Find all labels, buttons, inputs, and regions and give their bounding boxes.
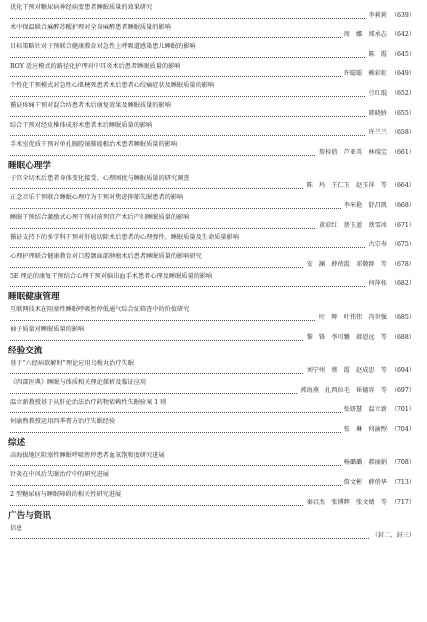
- page-number[interactable]: （688）: [387, 334, 415, 342]
- toc-entry[interactable]: [6, 173, 421, 193]
- toc-entry[interactable]: [6, 139, 421, 159]
- page-number[interactable]: （671）: [387, 222, 415, 230]
- byline: [297, 387, 415, 395]
- page-number[interactable]: （701）: [387, 406, 415, 414]
- article-authors: 秦启杰 张博辉 张文婧 等: [304, 499, 387, 507]
- toc-entry[interactable]: [6, 469, 421, 489]
- article-authors: 詹文彬 薛俏华: [341, 479, 387, 487]
- page-number[interactable]: （697）: [387, 387, 415, 395]
- article-title[interactable]: 信息: [10, 524, 23, 532]
- article-authors: 李米艳 舒昌凯: [341, 202, 387, 210]
- byline: [365, 280, 415, 288]
- byline: [304, 367, 415, 375]
- page-number[interactable]: （685）: [387, 314, 415, 322]
- byline: [341, 459, 415, 467]
- dot-leader: [10, 538, 415, 539]
- article-title[interactable]: 正念音乐干预联合睡眠心理疗为干预对焦虑抑郁失眠患者的影响: [10, 194, 184, 202]
- page-number[interactable]: （717）: [387, 499, 415, 507]
- page-number[interactable]: （661）: [387, 149, 415, 157]
- article-authors: 詹桂倩 芦亚英 林瑞宝: [316, 149, 387, 157]
- article-authors: 许兰兰: [365, 129, 387, 137]
- article-title[interactable]: 综合干预对经皮椎体成形术患者术后睡眠质量的影响: [10, 121, 153, 129]
- byline: [365, 12, 415, 20]
- article-title[interactable]: 温立新教授基于从肝论治法治疗药物依赖性失眠验案 1 则: [10, 398, 167, 406]
- byline: [341, 426, 415, 434]
- section-heading: 睡眠心理学: [8, 160, 51, 171]
- article-title[interactable]: ROY 适应模式的路径化护理对中耳炎术后患者睡眠质量的影响: [10, 62, 181, 70]
- dot-leader: [10, 247, 415, 248]
- toc-entry[interactable]: [6, 41, 421, 61]
- article-title[interactable]: 手术室优质干预对单孔胸腔镜肺癌根治术患者睡眠质量的影响: [10, 141, 178, 149]
- byline: [304, 499, 415, 507]
- byline: [367, 532, 415, 540]
- section-heading: 广告与资讯: [8, 510, 51, 521]
- article-authors: 刘宁州 蔡 霞 赵成思 等: [304, 367, 387, 375]
- byline: [365, 241, 415, 249]
- article-authors: 陈 玛 王仁玉 赵玉萍 等: [304, 182, 387, 190]
- article-title[interactable]: 子宫全切术后患者身体变化接受、心理困扰与睡眠质量的研究调查: [10, 174, 190, 182]
- page-number[interactable]: （封二、封三）: [371, 532, 415, 540]
- toc-entry[interactable]: [6, 324, 421, 344]
- page-number[interactable]: （668）: [387, 202, 415, 210]
- article-authors: 叶 辉 叶伟伟 冯世强: [316, 314, 387, 322]
- section-heading: 综述: [8, 437, 26, 448]
- article-authors: 黄彩红 蔡玉蓝 蔡雪冰: [316, 222, 387, 230]
- article-title[interactable]: 基于“六经病欲解时”理论应用乌梅丸治疗失眠: [10, 359, 134, 367]
- byline: [316, 149, 415, 157]
- toc-entry[interactable]: [6, 22, 421, 42]
- dot-leader: [10, 116, 415, 117]
- section-heading: 睡眠健康管理: [8, 292, 60, 303]
- article-title[interactable]: 循证疼痛干预对混合痔患者术后康复效果及睡眠质量的影响: [10, 101, 171, 109]
- byline: [341, 31, 415, 39]
- page-number[interactable]: （704）: [387, 426, 415, 434]
- article-title[interactable]: 5E 理论的康复干预结合心理干预对脑出血手术患者心理及睡眠质量的影响: [10, 272, 213, 280]
- article-authors: 韩晓娇: [365, 110, 387, 118]
- article-title[interactable]: 循证支持下的多学科干预对肝癌切除术后患者的心理弹性、睡眠质量及生命质量影响: [10, 233, 239, 241]
- page-number[interactable]: （713）: [387, 479, 415, 487]
- byline: [304, 182, 415, 190]
- article-title[interactable]: 个性化干预模式对急性心肌梗死患者术后患者心绞痛症状及睡眠质量的影响: [10, 82, 215, 90]
- byline: [341, 479, 415, 487]
- article-title[interactable]: 2 型糖尿病与睡眠障碍的相关性研究进展: [10, 491, 122, 499]
- toc-entry[interactable]: [6, 377, 421, 397]
- toc-entry[interactable]: [6, 61, 421, 81]
- dot-leader: [10, 57, 415, 58]
- toc-entry[interactable]: [6, 304, 421, 324]
- toc-entry[interactable]: [6, 2, 421, 22]
- article-authors: 豆红琨: [365, 90, 387, 98]
- article-title[interactable]: 优化干预对糖尿病神经病变患者睡眠质量的效果研究: [10, 4, 153, 11]
- article-title[interactable]: 高海拔地区阻塞性睡眠呼吸暂停患者血氧饱和度研究进展: [10, 451, 165, 459]
- toc-entry[interactable]: [6, 120, 421, 140]
- article-title[interactable]: 何渝煦教授运用四季膏方治疗失眠经验: [10, 418, 116, 426]
- toc-entry[interactable]: [6, 232, 421, 252]
- byline: [341, 70, 415, 78]
- toc-entry[interactable]: [6, 489, 421, 509]
- article-authors: 何萍桂: [365, 280, 387, 288]
- article-authors: 陈 霞: [365, 51, 387, 59]
- article-authors: 许聪聪 赖彩虹: [341, 70, 387, 78]
- toc-entry[interactable]: [6, 271, 421, 291]
- article-authors: 黎 锋 李可馨 郝恩远 等: [304, 334, 387, 342]
- toc-entry[interactable]: [6, 80, 421, 100]
- dot-leader: [10, 286, 415, 287]
- article-title[interactable]: 针灸在中风后失眠治疗中的研究进展: [10, 471, 109, 479]
- byline: [304, 261, 415, 269]
- article-authors: 安 澜 薛蓓霞 邓敬群 等: [304, 261, 387, 269]
- dot-leader: [10, 135, 415, 136]
- dot-leader: [10, 18, 415, 19]
- byline: [304, 334, 415, 342]
- article-title[interactable]: 术中保温联合麻醉苏醒护理对全身麻醉患者睡眠质量的影响: [10, 23, 171, 31]
- article-title[interactable]: 袖子质量对睡眠质量的影响: [10, 325, 85, 333]
- byline: [365, 110, 415, 118]
- page-number[interactable]: （642）: [387, 31, 415, 39]
- toc-entry[interactable]: [6, 416, 421, 436]
- byline: [316, 314, 415, 322]
- page-number[interactable]: （655）: [387, 110, 415, 118]
- article-authors: 张 琳 何渝煦: [341, 426, 387, 434]
- article-authors: 古宗寿: [365, 241, 387, 249]
- byline: [365, 90, 415, 98]
- section-heading: 经验交流: [8, 345, 43, 356]
- toc-entry[interactable]: [6, 100, 421, 120]
- byline: [365, 51, 415, 59]
- page-number[interactable]: （678）: [387, 261, 415, 269]
- page-number[interactable]: （675）: [387, 241, 415, 249]
- toc-entry[interactable]: [6, 251, 421, 271]
- article-title[interactable]: 心理护理联合健康教育对口腔颌面部肿瘤术后患者睡眠质量的影响研究: [10, 253, 202, 261]
- page-number[interactable]: （708）: [387, 459, 415, 467]
- page-number[interactable]: （658）: [387, 129, 415, 137]
- page-number[interactable]: （664）: [387, 182, 415, 190]
- article-authors: 李莉莉: [365, 12, 387, 20]
- byline: [341, 406, 415, 414]
- article-title[interactable]: 《四部医典》睡眠与体质相关理论探析及临证应用: [10, 379, 147, 387]
- article-authors: 周 娜 郑承志: [341, 31, 387, 39]
- toc-entry[interactable]: [6, 523, 421, 543]
- toc-entry[interactable]: [6, 192, 421, 212]
- toc-entry[interactable]: [6, 397, 421, 417]
- page-number[interactable]: （682）: [387, 280, 415, 288]
- byline: [341, 202, 415, 210]
- article-title[interactable]: 互联网技术在阻塞性睡眠呼吸暂停低通气综合征筛查中的价值研究: [10, 306, 190, 314]
- page-number[interactable]: （639）: [387, 12, 415, 20]
- article-authors: 郭海燕 扎西拉毛 崔德容 等: [297, 387, 387, 395]
- toc-entry[interactable]: [6, 358, 421, 378]
- page-number[interactable]: （652）: [387, 90, 415, 98]
- toc-entry[interactable]: [6, 212, 421, 232]
- article-title[interactable]: 睡眠干预结合激励式心理干预对前列宫产术后产妇睡眠质量的影响: [10, 213, 190, 221]
- page-number[interactable]: （649）: [387, 70, 415, 78]
- article-title[interactable]: 目标策略针对于预联合健康教育对急性上呼吸道感染患儿睡眠的影响: [10, 43, 196, 51]
- article-authors: 杨璐璐 郝丽娟: [341, 459, 387, 467]
- dot-leader: [10, 96, 415, 97]
- article-authors: 张妍慧 温立新: [341, 406, 387, 414]
- byline: [316, 222, 415, 230]
- byline: [365, 129, 415, 137]
- toc-entry[interactable]: [6, 450, 421, 470]
- page-number[interactable]: （645）: [387, 51, 415, 59]
- page-number[interactable]: （694）: [387, 367, 415, 375]
